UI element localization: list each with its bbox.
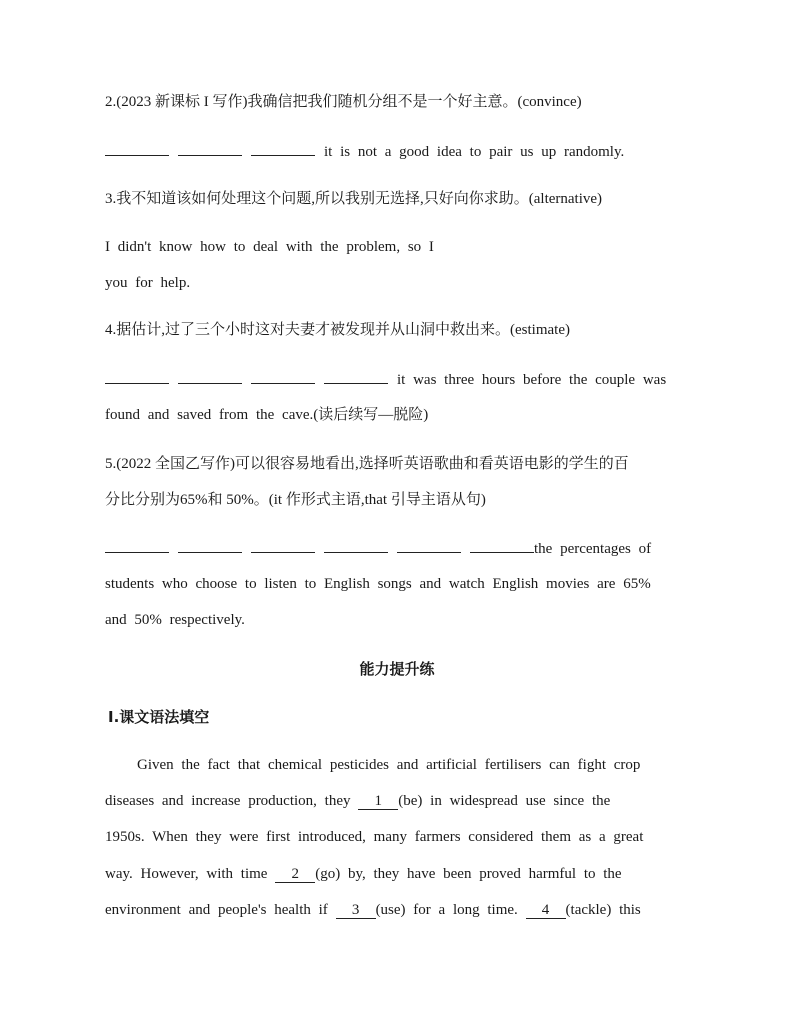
passage-text: way. However, with time (105, 866, 268, 882)
passage-text: environment and people's health if (105, 902, 328, 918)
q3-prompt: 3.我不知道该如何处理这个问题,所以我别无选择,只好向你求助。(alternative) (105, 191, 603, 207)
passage-line3: 1950s. When they were first introduced, many farmers considered them as a great (105, 829, 644, 845)
q4-answer-tail: it was three hours before the couple was (397, 372, 667, 388)
blank-4[interactable]: 4 (526, 902, 566, 919)
q2-prompt: 2.(2023 新课标 I 写作)我确信把我们随机分组不是一个好主意。(convince) (105, 94, 582, 110)
answer-blank[interactable] (251, 141, 315, 156)
answer-blank[interactable] (178, 141, 242, 156)
answer-blank[interactable] (324, 369, 388, 384)
q5-answer-line (105, 538, 651, 559)
passage-text: (go) by, they have been proved harmful to the (315, 866, 622, 882)
q2-answer-line (105, 141, 624, 162)
q5-line2: students who choose to listen to English songs and watch English movies are 65% (105, 576, 651, 592)
answer-blank[interactable] (105, 141, 169, 156)
passage-text: diseases and increase production, they (105, 793, 351, 809)
q5-line3: and 50% respectively. (105, 612, 245, 628)
blank-1[interactable]: 1 (358, 793, 398, 810)
answer-blank[interactable] (470, 538, 534, 553)
q5-answer-tail: the percentages of (534, 541, 652, 557)
q3-line1: I didn't know how to deal with the problem, so I (105, 239, 434, 255)
passage-line2 (105, 791, 610, 811)
part1-title: Ⅰ.课文语法填空 (108, 708, 210, 726)
answer-blank[interactable] (397, 538, 461, 553)
q4-prompt: 4.据估计,过了三个小时这对夫妻才被发现并从山洞中救出来。(estimate) (105, 322, 570, 338)
passage-text: (tackle) this (565, 902, 641, 918)
passage-line1: Given the fact that chemical pesticides and artificial fertilisers can fight crop (137, 757, 641, 773)
answer-blank[interactable] (105, 369, 169, 384)
q5-prompt-line2: 分比分别为65%和 50%。(it 作形式主语,that 引导主语从句) (105, 492, 486, 508)
q5-prompt-line1: 5.(2022 全国乙写作)可以很容易地看出,选择听英语歌曲和看英语电影的学生的百 (105, 456, 629, 472)
q3-line2: you for help. (105, 275, 191, 291)
q4-answer-line (105, 369, 666, 390)
answer-blank[interactable] (324, 538, 388, 553)
answer-blank[interactable] (251, 538, 315, 553)
passage-text: (be) in widespread use since the (398, 793, 611, 809)
passage-line5 (105, 900, 641, 920)
answer-blank[interactable] (178, 369, 242, 384)
passage-text: (use) for a long time. (375, 902, 518, 918)
section-heading: 能力提升练 (359, 660, 435, 678)
blank-3[interactable]: 3 (336, 902, 376, 919)
answer-blank[interactable] (178, 538, 242, 553)
blank-2[interactable]: 2 (275, 866, 315, 883)
answer-blank[interactable] (251, 369, 315, 384)
passage-line4 (105, 864, 622, 884)
q2-answer-tail: it is not a good idea to pair us up randomly. (324, 144, 625, 160)
answer-blank[interactable] (105, 538, 169, 553)
q4-line2: found and saved from the cave.(读后续写—脱险) (105, 407, 429, 423)
